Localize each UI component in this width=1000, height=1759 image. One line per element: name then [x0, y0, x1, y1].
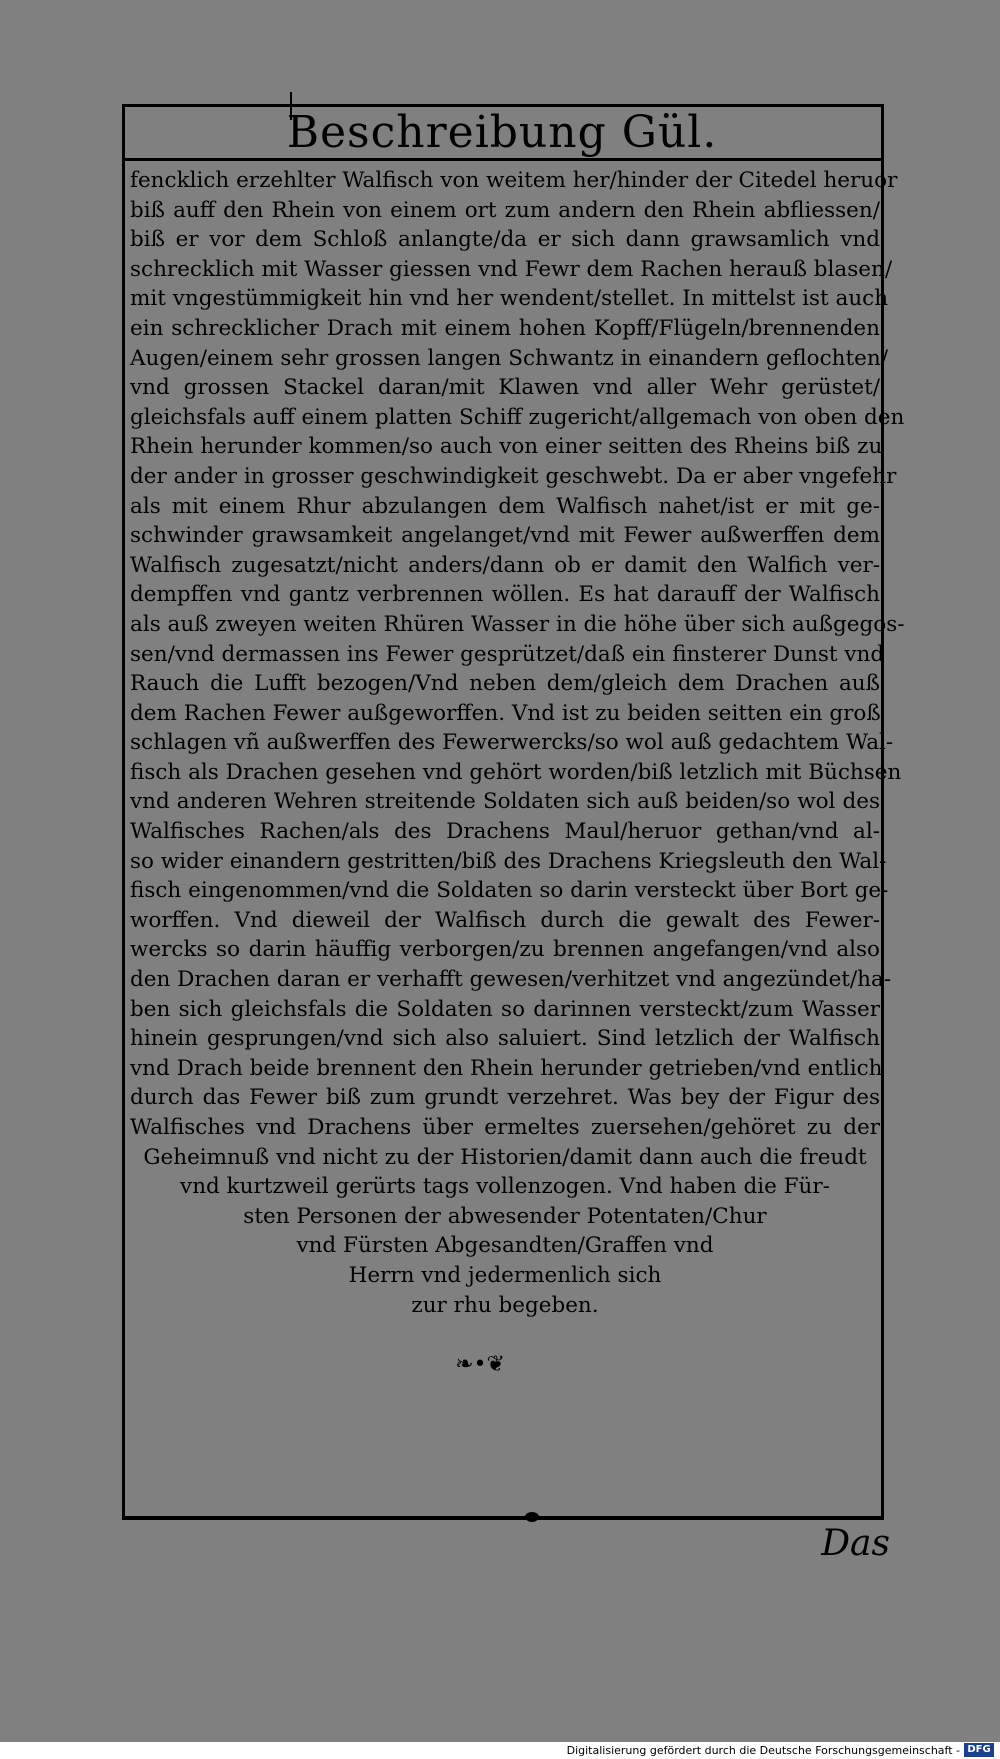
text-line: Herrn vnd jedermenlich sich — [348, 1262, 662, 1288]
text-line: wercks so darin häuffig verborgen/zu brennen angefangen/vnd also — [130, 937, 880, 963]
text-line: fencklich erzehlter Walfisch von weitem her/hinder der Citedel heruor — [130, 168, 898, 193]
text-line: schlagen vñ außwerffen des Fewerwercks/so wol auß gedachtem Wal- — [130, 730, 894, 756]
text-line: vnd Fürsten Abgesandten/Graffen vnd — [296, 1233, 714, 1259]
text-line: Walfisches Rachen/als des Drachens Maul/heruor gethan/vnd al- — [130, 819, 880, 845]
title-rule — [122, 158, 882, 161]
text-line: sten Personen der abwesender Potentaten/Chur — [243, 1203, 767, 1229]
text-line: Rhein herunder kommen/so auch von einer seitten des Rheins biß zu — [130, 434, 883, 460]
text-line: vnd anderen Wehren streitende Soldaten sich auß beiden/so wol des — [130, 789, 880, 815]
page-title: Beschreibung Gül. — [286, 107, 718, 158]
text-line: so wider einandern gestritten/biß des Drachens Kriegsleuth den Wal- — [130, 848, 887, 874]
text-line: gleichsfals auff einem platten Schiff zugericht/allgemach von oben den — [130, 404, 905, 430]
text-line: biß auff den Rhein von einem ort zum andern den Rhein abfliessen/ — [130, 197, 880, 223]
text-line: Walfisch zugesatzt/nicht anders/dann ob er damit den Walfich ver- — [130, 552, 880, 578]
bottom-rule — [122, 1516, 884, 1520]
body-text — [130, 166, 905, 1320]
fleuron-ornament: ❧•❦ — [455, 1352, 505, 1377]
text-line: Geheimnuß vnd nicht zu der Historien/damit dann auch die freudt — [143, 1144, 867, 1170]
text-line: dem Rachen Fewer außgeworffen. Vnd ist zu beiden seitten ein groß — [130, 700, 881, 726]
text-line: vnd grossen Stackel daran/mit Klawen vnd aller Wehr gerüstet/ — [130, 375, 880, 401]
text-line: den Drachen daran er verhafft gewesen/verhitzet vnd angezündet/ha- — [130, 967, 892, 993]
rule-ornament — [525, 1512, 539, 1522]
text-line: schwinder grawsamkeit angelanget/vnd mit Fewer außwerffen dem — [130, 523, 880, 549]
text-line: fisch als Drachen gesehen vnd gehört worden/biß letzlich mit Büchsen — [130, 759, 902, 785]
footer-credit: Digitalisierung gefördert durch die Deutsche Forschungsgemeinschaft - — [566, 1744, 960, 1757]
text-line: ben sich gleichsfals die Soldaten so darinnen versteckt/zum Wasser — [130, 996, 880, 1022]
text-line: sen/vnd dermassen ins Fewer gesprützet/daß ein finsterer Dunst vnd — [130, 641, 885, 667]
text-line: vnd Drach beide brennent den Rhein herunder getrieben/vnd entlich — [130, 1055, 883, 1081]
text-line: zur rhu begeben. — [411, 1292, 599, 1318]
text-line: der ander in grosser geschwindigkeit geschwebt. Da er aber vngefehr — [130, 463, 897, 489]
text-line: dempffen vnd gantz verbrennen wöllen. Es hat darauff der Walfisch — [130, 582, 880, 608]
dfg-logo: DFG — [964, 1743, 994, 1757]
text-line: Walfisches vnd Drachens über ermeltes zuersehen/gehöret zu der — [130, 1115, 880, 1140]
catchword: Das — [821, 1523, 890, 1564]
text-line: fisch eingenommen/vnd die Soldaten so darin versteckt über Bort ge- — [130, 878, 889, 904]
text-line: als mit einem Rhur abzulangen dem Walfisch nahet/ist er mit ge- — [130, 493, 880, 519]
text-line: durch das Fewer biß zum grundt verzehret. Was bey der Figur des — [130, 1085, 880, 1111]
text-line: worffen. Vnd dieweil der Walfisch durch die gewalt des Fewer- — [130, 907, 880, 933]
text-line: biß er vor dem Schloß anlangte/da er sich dann grawsamlich vnd — [130, 227, 880, 253]
text-line: vnd kurtzweil gerürts tags vollenzogen. Vnd haben die Für- — [180, 1174, 830, 1200]
text-line: ein schrecklicher Drach mit einem hohen Kopff/Flügeln/brennenden — [130, 315, 880, 341]
text-line: Rauch die Lufft bezogen/Vnd neben dem/gleich dem Drachen auß — [130, 671, 880, 697]
text-line: schrecklich mit Wasser giessen vnd Fewr dem Rachen herauß blasen/ — [130, 256, 893, 282]
text-line: mit vngestümmigkeit hin vnd her wendent/stellet. In mittelst ist auch — [130, 286, 889, 312]
text-line: als auß zweyen weiten Rhüren Wasser in die höhe über sich außgegos- — [130, 611, 905, 637]
text-line: hinein gesprungen/vnd sich also saluiert. Sind letzlich der Walfisch — [130, 1026, 880, 1052]
text-line: Augen/einem sehr grossen langen Schwantz in einandern geflochten/ — [130, 345, 888, 371]
